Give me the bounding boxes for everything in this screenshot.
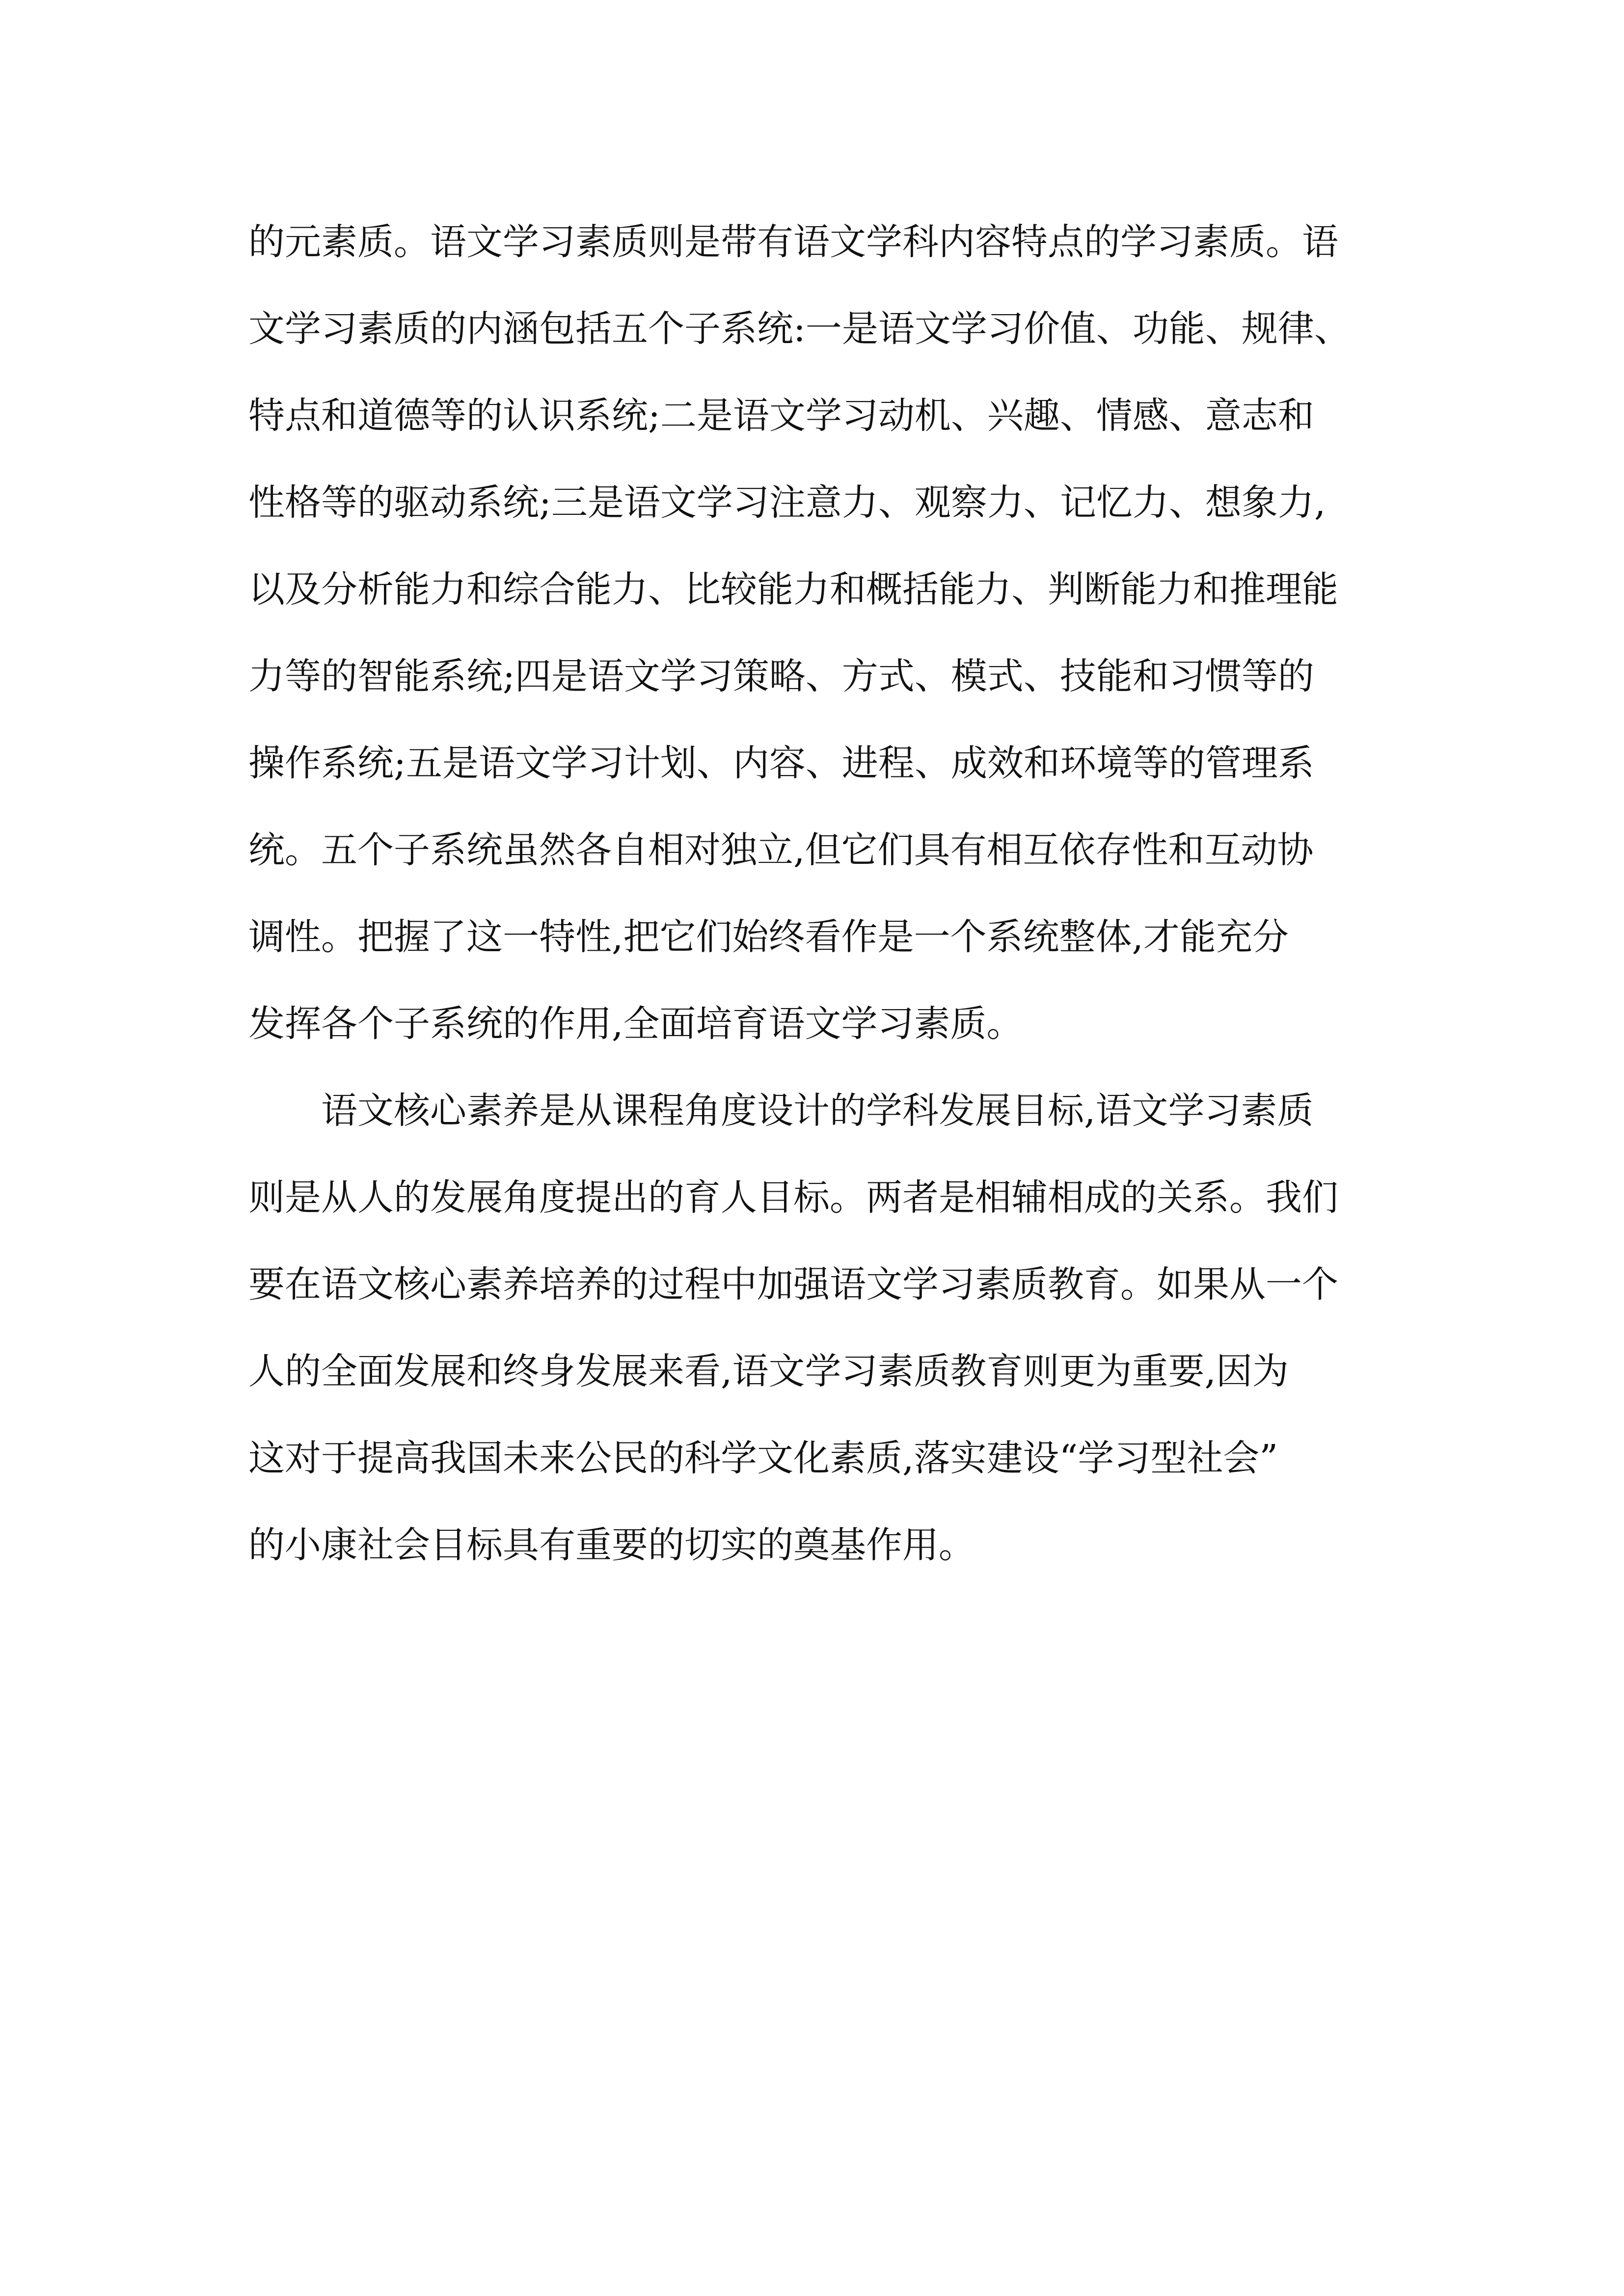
paragraph-line: 发挥各个子系统的作用,全面培育语文学习素质。 [248,1003,1023,1045]
paragraph-line: 文学习素质的内涵包括五个子系统:一是语文学习价值、功能、规律、 [248,308,1351,350]
paragraph-line: 则是从人的发展角度提出的育人目标。两者是相辅相成的关系。我们 [248,1176,1338,1219]
paragraph-line: 这对于提高我国未来公民的科学文化素质,落实建设“学习型社会” [248,1437,1278,1479]
paragraph-line: 操作系统;五是语文学习计划、内容、进程、成效和环境等的管理系 [248,742,1314,784]
paragraph-line: 的小康社会目标具有重要的切实的奠基作用。 [248,1524,975,1566]
paragraph-line: 调性。把握了这一特性,把它们始终看作是一个系统整体,才能充分 [248,916,1289,958]
paragraph-line: 特点和道德等的认识系统;二是语文学习动机、兴趣、情感、意志和 [248,395,1314,437]
paragraph-line: 要在语文核心素养培养的过程中加强语文学习素质教育。如果从一个 [248,1263,1338,1306]
paragraph-line: 语文核心素养是从课程角度设计的学科发展目标,语文学习素质 [321,1090,1314,1132]
paragraph-line: 力等的智能系统;四是语文学习策略、方式、模式、技能和习惯等的 [248,655,1314,697]
paragraph-2 [248,1068,1387,1589]
paragraph-line: 的元素质。语文学习素质则是带有语文学科内容特点的学习素质。语 [248,221,1338,263]
paragraph-line: 以及分析能力和综合能力、比较能力和概括能力、判断能力和推理能 [248,568,1338,611]
paragraph-line: 统。五个子系统虽然各自相对独立,但它们具有相互依存性和互动协 [248,829,1314,871]
paragraph-line: 性格等的驱动系统;三是语文学习注意力、观察力、记忆力、想象力, [248,481,1326,524]
paragraph-1 [248,199,1387,1068]
paragraph-line: 人的全面发展和终身发展来看,语文学习素质教育则更为重要,因为 [248,1350,1289,1392]
